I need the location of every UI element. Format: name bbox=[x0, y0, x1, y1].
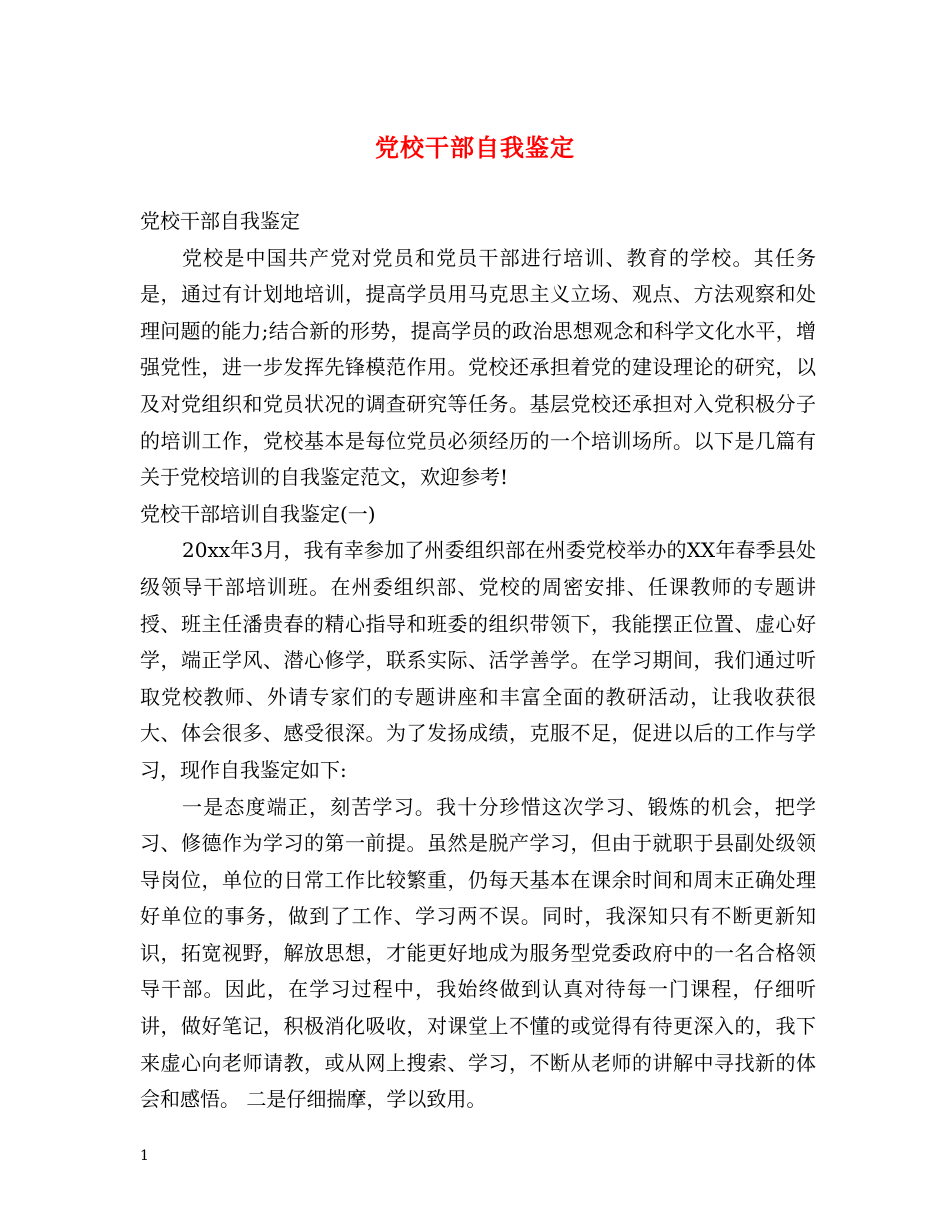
opening-line: 党校干部自我鉴定 bbox=[140, 209, 300, 233]
body-paragraph-1: 20xx年3月，我有幸参加了州委组织部在州委党校举办的XX年春季县处级领导干部培训班。在州委组织部、党校的周密安排、任课教师的专题讲授、班主任潘贵春的精心指导和班委的组织带领下，我能摆正位置、虚心好学，端正学风、潜心修学，联系实际、活学善学。在学习期间，我们通过听取党校教师、外请专家们的专题讲座和丰富全面的教研活动，让我收获很大、体会很多、感受很深。为了发扬成绩，克服不足，促进以后的工作与学习，现作自我鉴定如下: bbox=[140, 538, 816, 782]
page-number: 1 bbox=[140, 1148, 149, 1164]
document-title: 党校干部自我鉴定 bbox=[375, 133, 575, 162]
section-heading: 党校干部培训自我鉴定(一) bbox=[140, 501, 376, 526]
document-body bbox=[140, 203, 816, 1118]
body-paragraph-2: 一是态度端正，刻苦学习。我十分珍惜这次学习、锻炼的机会，把学习、修德作为学习的第一前提。虽然是脱产学习，但由于就职于县副处级领导岗位，单位的日常工作比较繁重，仍每天基本在课余时间和周末正确处理好单位的事务，做到了工作、学习两不误。同时，我深知只有不断更新知识，拓宽视野，解放思想，才能更好地成为服务型党委政府中的一名合格领导干部。因此，在学习过程中，我始终做到认真对待每一门课程，仔细听讲，做好笔记，积极消化吸收，对课堂上不懂的或觉得有待更深入的，我下来虚心向老师请教，或从网上搜索、学习，不断从老师的讲解中寻找新的体会和感悟。 二是仔细揣摩，学以致用。 bbox=[140, 794, 816, 1112]
intro-paragraph: 党校是中国共产党对党员和党员干部进行培训、教育的学校。其任务是，通过有计划地培训，提高学员用马克思主义立场、观点、方法观察和处理问题的能力;结合新的形势，提高学员的政治思想观念和科学文化水平，增强党性，进一步发挥先锋模范作用。党校还承担着党的建设理论的研究，以及对党组织和党员状况的调查研究等任务。基层党校还承担对入党积极分子的培训工作，党校基本是每位党员必须经历的一个培训场所。以下是几篇有关于党校培训的自我鉴定范文，欢迎参考! bbox=[140, 245, 816, 490]
